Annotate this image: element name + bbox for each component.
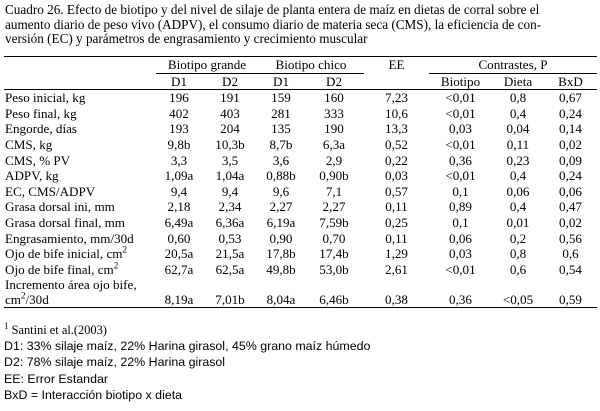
cell-value: 0,24	[559, 105, 582, 121]
cell-value: 0,36	[449, 152, 472, 168]
row-label: EC, CMS/ADPV	[5, 183, 96, 199]
cell-value: 0,04	[506, 121, 530, 137]
row-label: CMS, kg	[5, 136, 53, 152]
caption-line-1: Cuadro 26. Efecto de biotipo y del nivel de silaje de planta entera de maíz en dietas de corral sobre el	[5, 2, 540, 17]
cell-value: 1,09a	[164, 168, 194, 184]
cell-value: 3,3	[170, 152, 188, 168]
table-row-sup-1: Ojo de bife final, $cm^2$ 62,7a 62,5a 49,8b 53,0b 2,61 <0,01 0,6 0,54	[5, 260, 582, 277]
cell-value: 0,06	[449, 230, 472, 246]
row-label: Engorde, días	[5, 121, 77, 137]
cell-value: 0,11	[385, 230, 408, 246]
table-row	[4, 153, 597, 169]
header-d2-grande: D2	[202, 73, 258, 90]
cell-value: 6,19a	[266, 214, 296, 230]
cell-value: 135	[271, 121, 291, 137]
cell-value: 0,14	[559, 121, 582, 137]
table-row	[4, 168, 597, 184]
cell-value: 2,18	[167, 199, 191, 215]
header-bxd: BxD	[544, 73, 597, 90]
cell-value: 10,3b	[215, 136, 245, 152]
cell-value: 6,3a	[322, 136, 346, 152]
cell-value: 0,8	[509, 90, 527, 106]
cell-value: <0,01	[445, 168, 476, 184]
cell-value: 0,06	[506, 183, 530, 199]
footnote-source: $^1$ Santini et al.(2003)	[4, 320, 107, 337]
cell-value: 403	[220, 105, 240, 121]
table-body	[4, 90, 597, 308]
table-row	[4, 215, 597, 231]
cell-value: 160	[324, 90, 344, 106]
cell-value: 402	[169, 105, 189, 121]
cell-value: 0,02	[559, 136, 582, 152]
cell-value: 13,3	[385, 121, 408, 137]
cell-value: 193	[169, 121, 189, 137]
cell-value: 6,49a	[164, 214, 194, 230]
row-label: Peso final, kg	[5, 105, 77, 121]
cell-value: 3,5	[221, 152, 239, 168]
cell-value: 0,53	[218, 230, 242, 246]
cell-value: 0,52	[385, 136, 408, 152]
cell-value: 0,47	[559, 199, 582, 215]
header-empty	[4, 57, 156, 74]
cell-value: 0,1	[452, 183, 469, 199]
footnote-ee: EE: Error Estandar	[4, 371, 108, 386]
header-ee: EE	[388, 57, 405, 73]
cell-value: 0,06	[559, 183, 582, 199]
cell-value: 9,8b	[167, 136, 191, 152]
row-label: ADPV, kg	[5, 168, 59, 184]
cell-value: 0,25	[385, 214, 408, 230]
header-row-subcols	[4, 73, 597, 90]
cell-value: 0,01	[506, 214, 530, 230]
cell-value: 204	[220, 121, 240, 137]
row-label: Grasa dorsal final, mm	[5, 214, 125, 230]
row-label: CMS, % PV	[5, 152, 71, 168]
cell-value: 7,23	[385, 90, 408, 106]
cell-value: 0,4	[509, 105, 527, 121]
cell-value: 0,11	[385, 199, 408, 215]
cell-value: 0,23	[506, 152, 530, 168]
cell-value: 0,57	[385, 183, 408, 199]
header-contrastes: Contrastes, P	[429, 57, 597, 74]
cell-value: 0,4	[509, 199, 527, 215]
row-label: Ojo de bife inicial, cm	[5, 246, 123, 262]
cell-value: 0,22	[385, 152, 408, 168]
cell-value: 1,04a	[215, 168, 245, 184]
row-label: Engrasamiento, mm/30d	[5, 230, 134, 246]
cell-value: 0,56	[559, 230, 582, 246]
cell-value: 0,4	[509, 168, 527, 184]
cell-value: 0,09	[559, 152, 582, 168]
header-biotipo-chico: Biotipo chico	[258, 57, 364, 74]
table-row-last: Incremento área ojo bife, $cm^2/30d$ 8,19a 7,01b 8,04a 6,46b 0,38 0,36 <0,05 0,59	[4, 277, 597, 308]
cell-value: 8,7b	[269, 136, 293, 152]
cell-value: 9,4	[221, 183, 239, 199]
cell-value: <0,01	[445, 90, 476, 106]
header-biotipo: Biotipo	[429, 73, 492, 90]
header-d1-grande: D1	[156, 73, 202, 90]
cell-value: 0,02	[559, 214, 582, 230]
cell-value: 191	[220, 90, 240, 106]
cell-value: <0,01	[445, 105, 476, 121]
header-d1-chico: D1	[258, 73, 304, 90]
footnote-d2: D2: 78% silaje maíz, 22% Harina girasol	[4, 355, 226, 370]
cell-value: 0,90b	[319, 168, 349, 184]
cell-value: 159	[271, 90, 291, 106]
table-row	[4, 199, 597, 215]
row-label: Peso inicial, kg	[5, 90, 86, 106]
header-row-groups	[4, 57, 597, 74]
table-row	[4, 121, 597, 137]
data-table	[4, 56, 597, 308]
cell-value: 2,27	[269, 199, 293, 215]
cell-value: 0,11	[506, 136, 530, 152]
cell-value: 0,88b	[266, 168, 296, 184]
table-row	[4, 137, 597, 153]
cell-value: 7,1	[325, 183, 343, 199]
cell-value: 0,24	[559, 168, 582, 184]
cell-value: 2,34	[218, 199, 242, 215]
table-row	[4, 231, 597, 247]
table-row	[4, 106, 597, 122]
cell-value: 9,6	[272, 183, 290, 199]
cell-value: 281	[271, 105, 291, 121]
header-biotipo-grande: Biotipo grande	[156, 57, 258, 74]
cell-value: 0,2	[509, 230, 527, 246]
cell-value: 0,60	[167, 230, 191, 246]
cell-value: <0,01	[445, 136, 476, 152]
cell-value: 0,03	[385, 168, 408, 184]
cell-value: 0,03	[449, 121, 472, 137]
caption-line-3: versión (EC) y parámetros de engrasamiento y crecimiento muscular	[5, 31, 368, 47]
table-row-sup-0: Ojo de bife inicial, $cm^2$ 20,5a 21,5a 17,8b 17,4b 1,29 0,03 0,8 0,6	[5, 244, 579, 262]
table-row	[4, 184, 597, 200]
cell-value: 10,6	[385, 105, 408, 121]
row-label: Grasa dorsal ini, mm	[5, 199, 115, 215]
cell-value: 6,36a	[215, 214, 245, 230]
footnotes	[4, 322, 370, 403]
cell-value: 0,70	[322, 230, 346, 246]
footnote-d1: D1: 33% silaje maíz, 22% Harina girasol, 45% grano maíz húmedo	[4, 339, 371, 354]
table-caption	[5, 3, 597, 47]
cell-value: 9,4	[170, 183, 188, 199]
table-row	[4, 90, 597, 106]
cell-value: 0,90	[269, 230, 293, 246]
row-label: Ojo de bife final, cm	[5, 261, 114, 277]
caption-line-2: aumento diario de peso vivo (ADPV), el consumo diario de materia seca (CMS), la eficiencia de con-	[5, 16, 542, 32]
header-d2-chico: D2	[304, 73, 364, 90]
cell-value: 0,67	[559, 90, 582, 106]
cell-value: 3,6	[272, 152, 290, 168]
cell-value: 196	[169, 90, 189, 106]
footnote-bxd: BxD = Interacción biotipo x dieta	[4, 387, 183, 402]
cell-value: 0,89	[449, 199, 472, 215]
header-dieta: Dieta	[492, 73, 544, 90]
cell-value: 333	[324, 105, 344, 121]
cell-value: 2,9	[325, 152, 343, 168]
cell-value: 0,1	[452, 214, 469, 230]
cell-value: 2,27	[322, 199, 346, 215]
cell-value: 7,59b	[319, 214, 349, 230]
cell-value: 190	[324, 121, 344, 137]
